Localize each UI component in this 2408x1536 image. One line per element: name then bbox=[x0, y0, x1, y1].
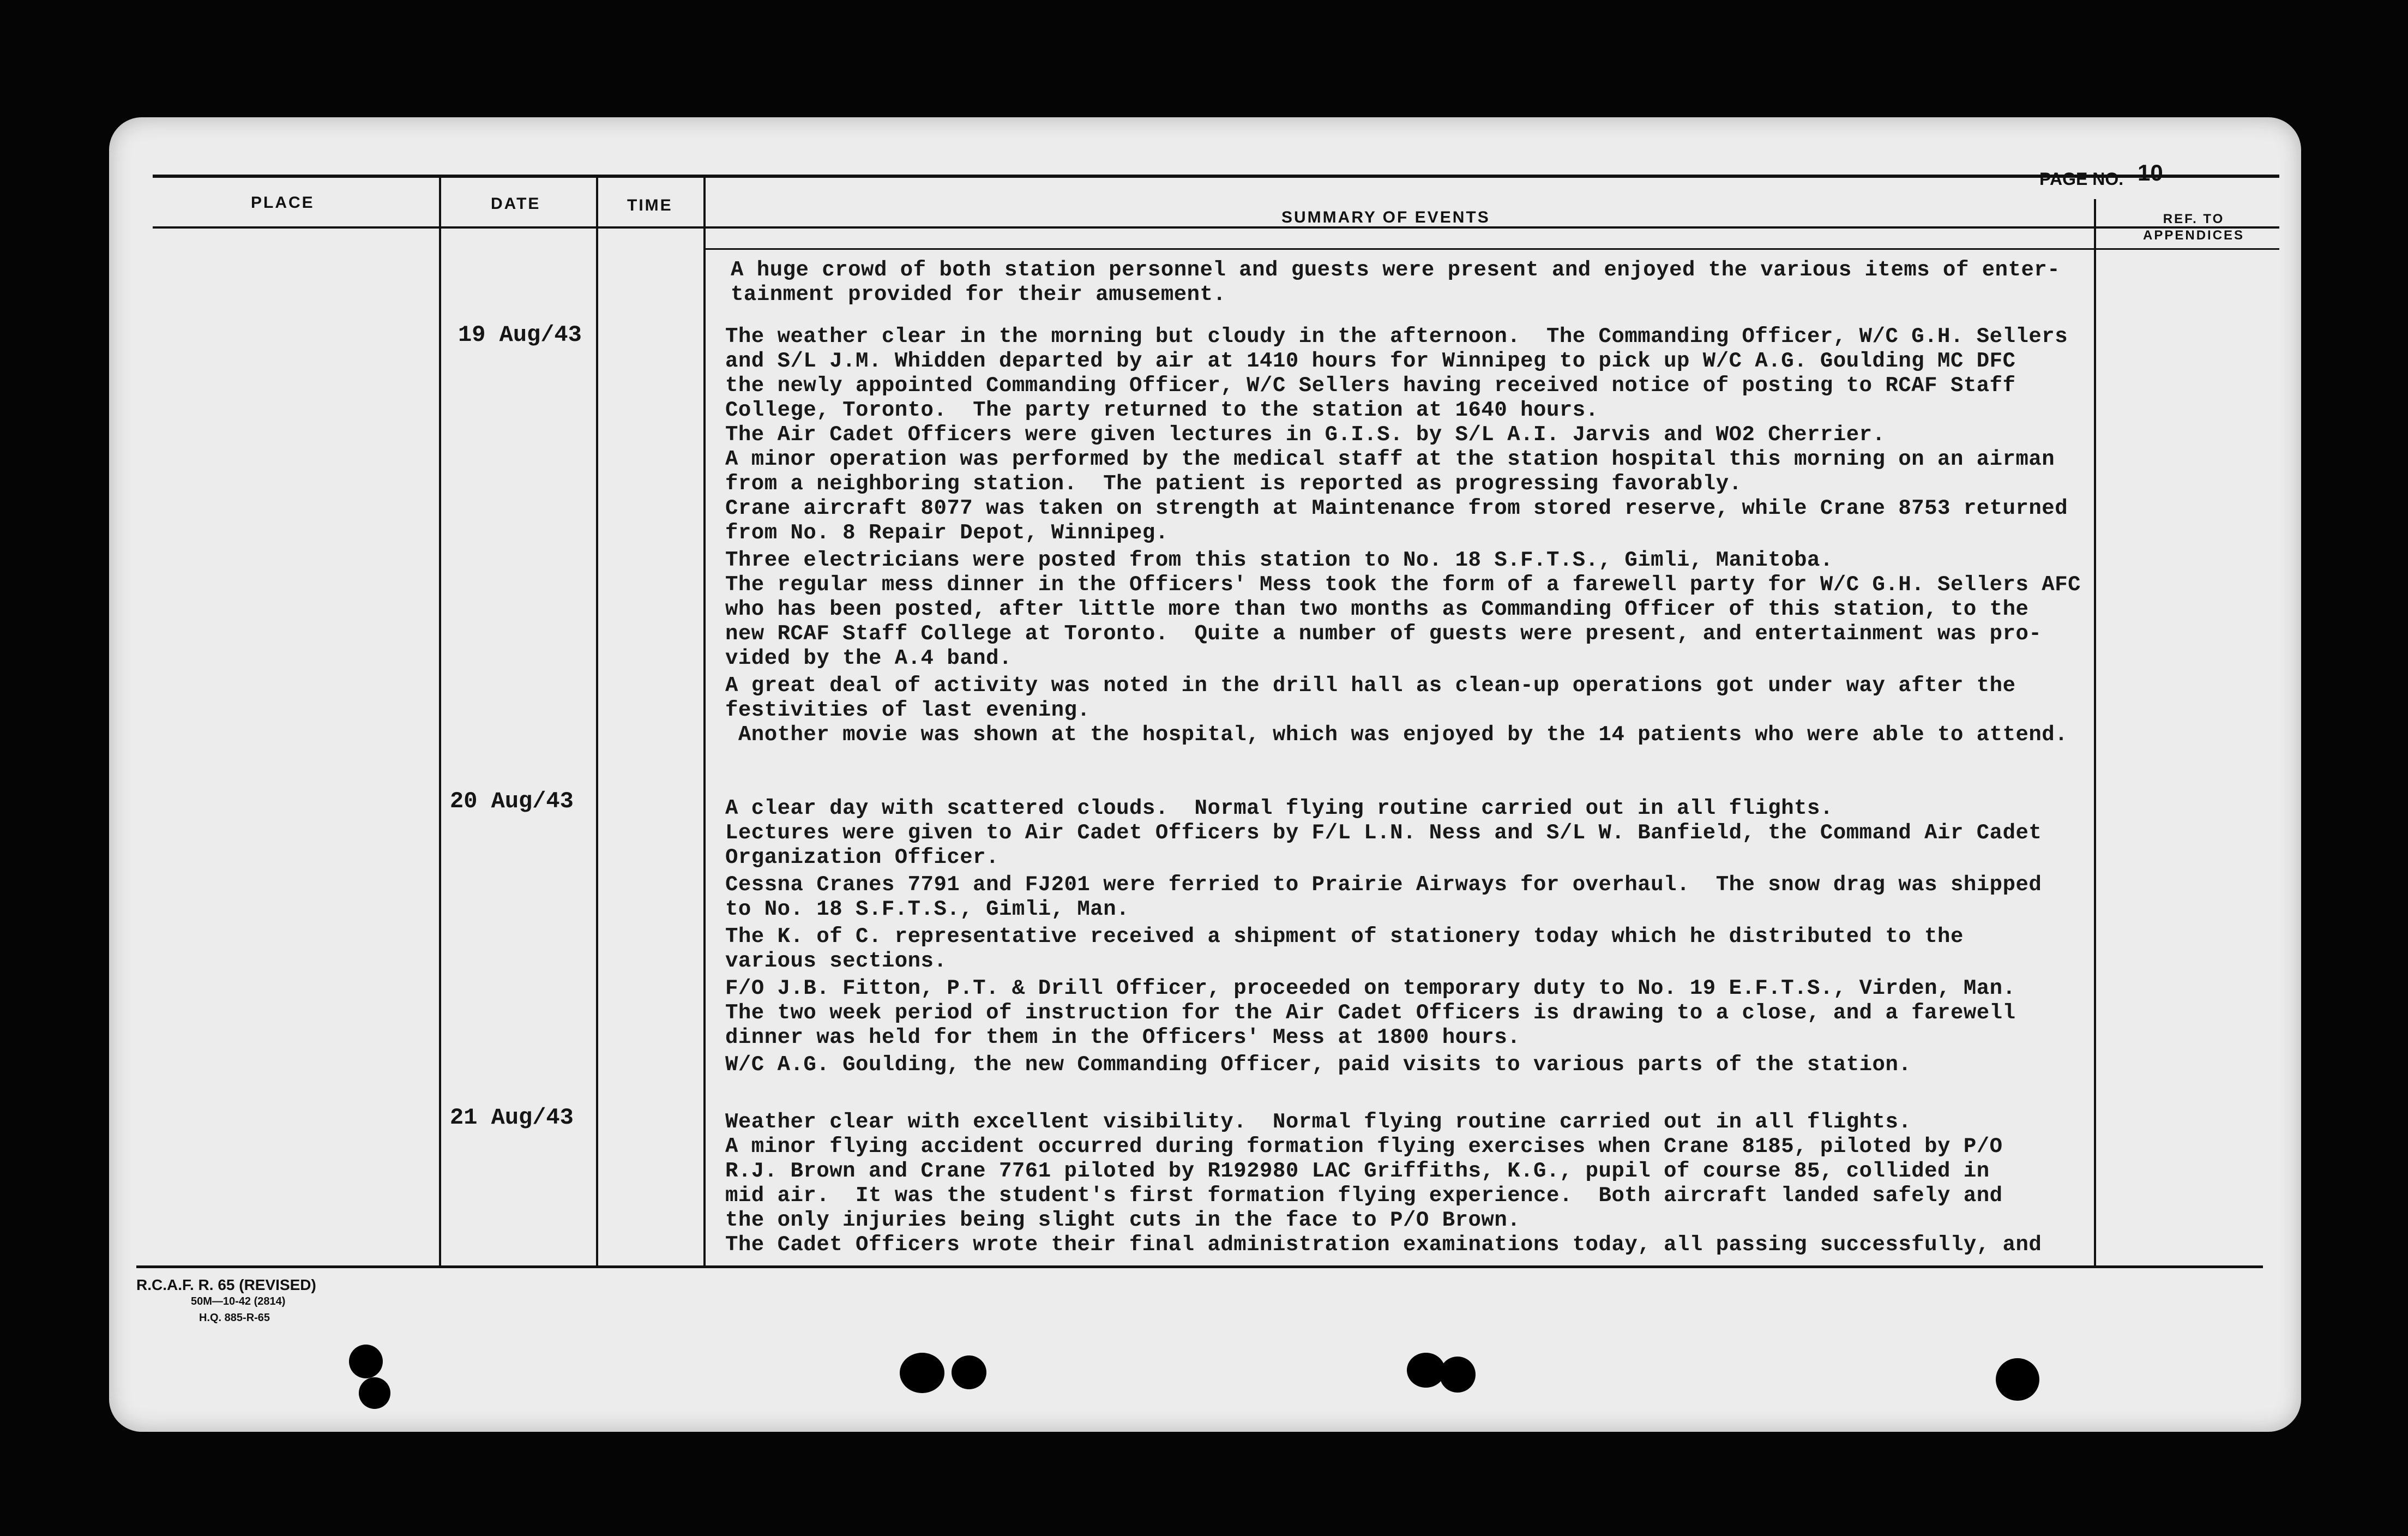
punch-hole bbox=[1440, 1357, 1476, 1393]
summary-line: to No. 18 S.F.T.S., Gimli, Man. bbox=[725, 897, 1130, 921]
header-ref-line2: APPENDICES bbox=[2143, 228, 2245, 243]
summary-line: The weather clear in the morning but cloudy in the afternoon. The Commanding Officer, W/C G.H. Sellers bbox=[725, 325, 2068, 349]
header-date: DATE bbox=[491, 195, 541, 213]
summary-line: mid air. It was the student's first formation flying experience. Both aircraft landed safely and bbox=[725, 1184, 2003, 1208]
form-number: R.C.A.F. R. 65 (REVISED) bbox=[136, 1276, 316, 1293]
summary-line: the only injuries being slight cuts in the face to P/O Brown. bbox=[725, 1208, 1521, 1232]
summary-header-rule bbox=[703, 248, 2279, 250]
summary-line: A minor flying accident occurred during formation flying exercises when Crane 8185, piloted by P/O bbox=[725, 1135, 2003, 1159]
hq-code: H.Q. 885-R-65 bbox=[199, 1312, 270, 1324]
punch-hole bbox=[1407, 1353, 1445, 1388]
summary-line: College, Toronto. The party returned to the station at 1640 hours. bbox=[725, 398, 1599, 422]
top-rule bbox=[153, 175, 2279, 178]
summary-line: R.J. Brown and Crane 7761 piloted by R192980 LAC Griffiths, K.G., pupil of course 85, collided in bbox=[725, 1159, 1990, 1183]
header-ref-line1: REF. TO bbox=[2163, 212, 2225, 226]
summary-line: Crane aircraft 8077 was taken on strength at Maintenance from stored reserve, while Crane 8753 returned bbox=[725, 496, 2068, 520]
summary-line: vided by the A.4 band. bbox=[725, 646, 1012, 670]
page-number: 10 bbox=[2138, 160, 2163, 185]
summary-line: various sections. bbox=[725, 949, 947, 973]
summary-line: from No. 8 Repair Depot, Winnipeg. bbox=[725, 521, 1169, 545]
summary-line: Organization Officer. bbox=[725, 845, 999, 869]
print-code: 50M—10-42 (2814) bbox=[191, 1295, 286, 1307]
header-summary: SUMMARY OF EVENTS bbox=[1281, 208, 1490, 226]
summary-line: who has been posted, after little more than two months as Commanding Officer of this station, to the bbox=[725, 597, 2029, 621]
summary-line: Another movie was shown at the hospital, which was enjoyed by the 14 patients who were able to attend. bbox=[725, 723, 2068, 747]
summary-line: The two week period of instruction for the Air Cadet Officers is drawing to a close, and a farewell bbox=[725, 1001, 2016, 1025]
summary-line: A huge crowd of both station personnel and guests were present and enjoyed the various items of enter- bbox=[731, 258, 2061, 282]
summary-line: dinner was held for them in the Officers' Mess at 1800 hours. bbox=[725, 1025, 1521, 1049]
summary-line: and S/L J.M. Whidden departed by air at 1410 hours for Winnipeg to pick up W/C A.G. Goulding MC DFC bbox=[725, 349, 2016, 373]
summary-line: A great deal of activity was noted in the drill hall as clean-up operations got under way after the bbox=[725, 674, 2016, 698]
summary-line: The Cadet Officers wrote their final administration examinations today, all passing successfully, and bbox=[725, 1233, 2042, 1257]
summary-line: A minor operation was performed by the medical staff at the station hospital this morning on an airman bbox=[725, 447, 2055, 471]
punch-hole bbox=[349, 1345, 383, 1378]
summary-line: The K. of C. representative received a shipment of stationery today which he distributed to the bbox=[725, 925, 1964, 949]
date-entry: 20 Aug/43 bbox=[450, 788, 574, 814]
summary-line: Weather clear with excellent visibility. Normal flying routine carried out in all flights. bbox=[725, 1110, 1912, 1134]
summary-line: Lectures were given to Air Cadet Officers by F/L L.N. Ness and S/L W. Banfield, the Command Air Cadet bbox=[725, 821, 2042, 845]
divider-date-time bbox=[596, 176, 598, 1267]
summary-line: Three electricians were posted from this station to No. 18 S.F.T.S., Gimli, Manitoba. bbox=[725, 548, 1833, 572]
header-place: PLACE bbox=[251, 194, 315, 212]
summary-line: new RCAF Staff College at Toronto. Quite a number of guests were present, and entertainment was pro- bbox=[725, 622, 2042, 646]
summary-line: F/O J.B. Fitton, P.T. & Drill Officer, proceeded on temporary duty to No. 19 E.F.T.S., Virden, Man. bbox=[725, 976, 2016, 1000]
summary-line: from a neighboring station. The patient is reported as progressing favorably. bbox=[725, 472, 1742, 496]
summary-line: W/C A.G. Goulding, the new Commanding Officer, paid visits to various parts of the station. bbox=[725, 1053, 1912, 1077]
punch-hole bbox=[359, 1377, 390, 1409]
summary-line: festivities of last evening. bbox=[725, 698, 1091, 722]
punch-hole bbox=[952, 1355, 986, 1389]
punch-hole bbox=[900, 1353, 944, 1393]
header-time: TIME bbox=[627, 196, 673, 214]
summary-line: tainment provided for their amusement. bbox=[731, 283, 1226, 307]
divider-summary-ref bbox=[2094, 199, 2096, 1265]
header-bottom-rule bbox=[153, 226, 2279, 229]
date-entry: 19 Aug/43 bbox=[458, 322, 582, 348]
date-entry: 21 Aug/43 bbox=[450, 1105, 574, 1131]
summary-line: Cessna Cranes 7791 and FJ201 were ferried to Prairie Airways for overhaul. The snow drag was shipped bbox=[725, 873, 2042, 897]
bottom-rule bbox=[136, 1265, 2263, 1268]
summary-line: A clear day with scattered clouds. Normal flying routine carried out in all flights. bbox=[725, 796, 1833, 820]
summary-line: The Air Cadet Officers were given lectures in G.I.S. by S/L A.I. Jarvis and WO2 Cherrier. bbox=[725, 423, 1886, 447]
summary-line: the newly appointed Commanding Officer, W/C Sellers having received notice of posting to RCAF Staff bbox=[725, 374, 2016, 398]
divider-place-date bbox=[439, 175, 441, 1268]
page-number-label: PAGE NO. bbox=[2039, 169, 2124, 189]
divider-time-summary bbox=[703, 177, 706, 1265]
punch-hole bbox=[1996, 1358, 2039, 1401]
header-ref bbox=[2143, 211, 2244, 244]
summary-line: The regular mess dinner in the Officers' Mess took the form of a farewell party for W/C G.H. Sellers AFC bbox=[725, 573, 2081, 597]
diary-sheet bbox=[109, 117, 2301, 1432]
